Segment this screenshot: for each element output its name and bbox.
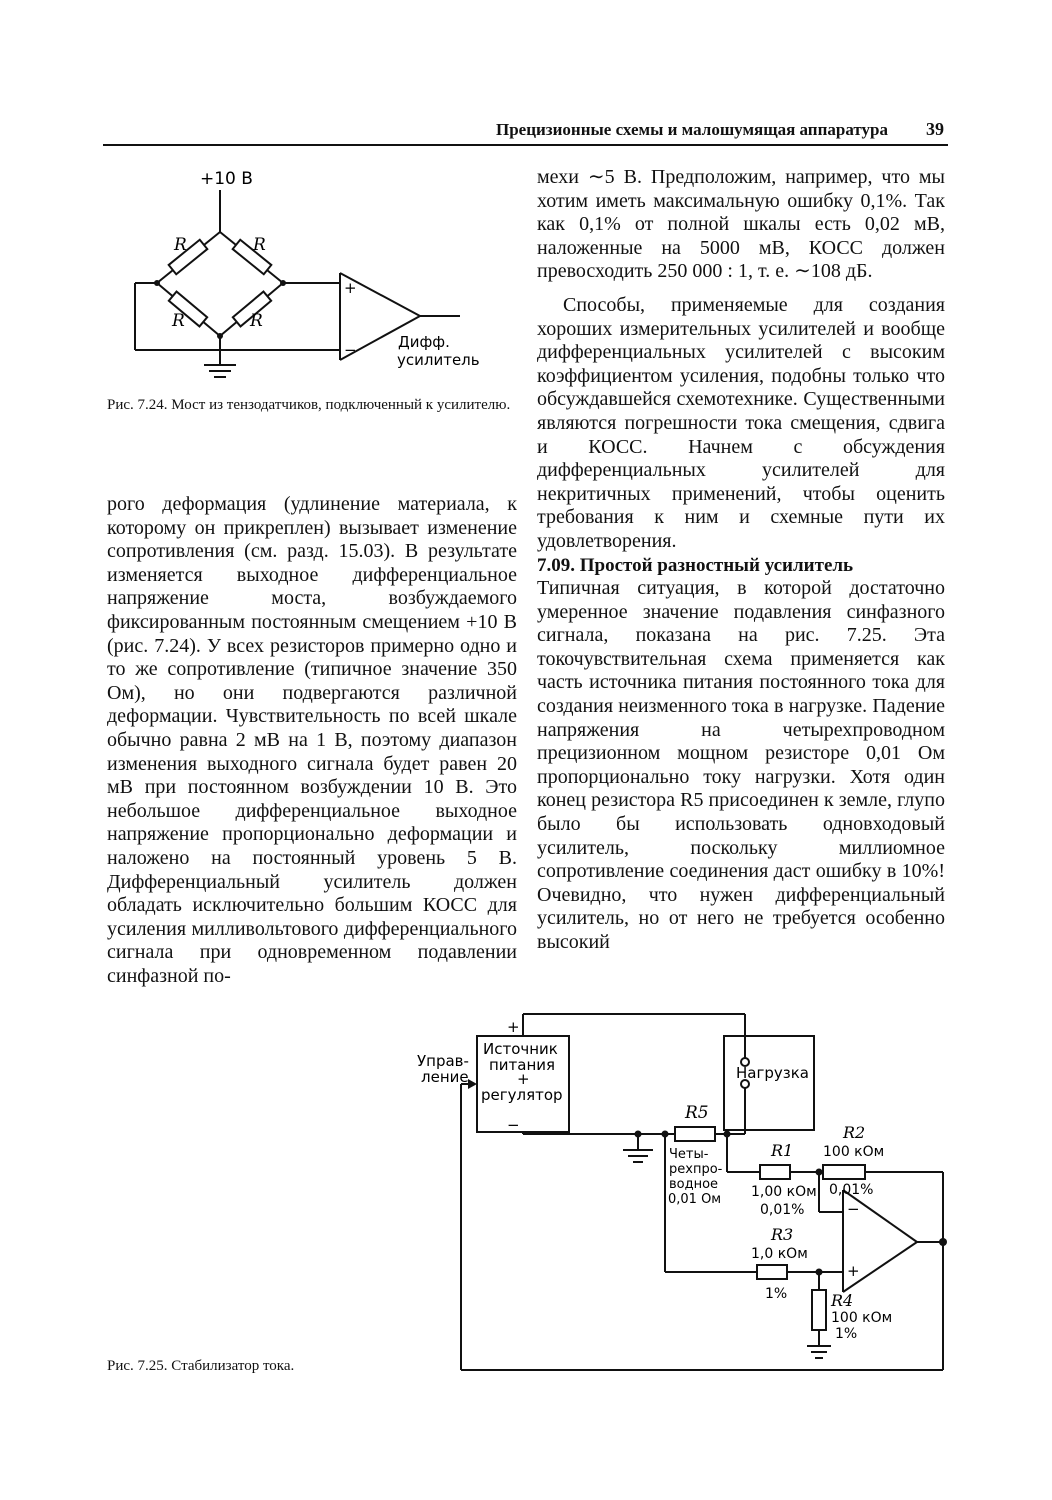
figure-7-24-bridge-diagram [100,160,520,390]
r5-resistor [675,1127,715,1141]
r2-value: 100 кОм [823,1144,885,1160]
control-label-1: Управ- [417,1052,469,1070]
running-header [103,118,948,146]
r5-note-3: водное [669,1177,719,1192]
resistor-label-4: R [250,311,263,331]
r3-tolerance: 1% [765,1286,788,1302]
supply-label: +10 В [200,169,253,189]
left-text-column [107,493,517,988]
resistor-label-2: R [253,235,266,255]
r1-resistor [760,1165,790,1179]
amp-plus-sign: + [344,279,357,297]
control-label-2: ление [421,1068,469,1086]
section-heading: 7.09. Простой разностный усилитель [537,554,854,576]
resistor-label-1: R [174,235,187,255]
load-label: Нагрузка [736,1064,809,1082]
r4-label: R4 [831,1291,854,1310]
r4-resistor [812,1290,826,1330]
source-label-3: + [517,1070,530,1088]
source-minus-sign: − [507,1116,520,1134]
r5-note-2: рехпро- [669,1162,723,1177]
figure-7-25-current-regulator-diagram [415,1010,955,1380]
source-label-1: Источник [483,1040,558,1058]
right-paragraph-3: Типичная ситуация, в которой достаточно умеренное значение подавления синфазного сигнала, показана на рис. 7.25. Эта токочувствительная схема применяется как часть источника питания постоянного тока для создания неизменного тока в нагрузке. Падение напряжения на четырехпроводном прецизионном мощном резисторе 0,01 Ом пропорционально току нагрузки. Хотя один конец резистора R5 присоединен к земле, глупо было бы использовать одновходовый усилитель, поскольку миллиомное сопротивление соединения даст ошибку в 10%! Очевидно, что нужен дифференциальный усилитель, но от него не требуется особенно высокий [537,577,945,953]
figure-7-25-caption: Рис. 7.25. Стабилизатор тока. [107,1358,295,1374]
page-number: 39 [926,119,944,139]
r3-resistor [757,1265,787,1279]
source-plus-sign: + [507,1018,520,1036]
right-paragraph-2: Способы, применяемые для создания хороших измерительных усилителей и вообще дифференциальных усилителей с высоким коэффициентом усиления, подобны только что обсуждавшейся схемотехнике. Существенными являются погрешности тока смещения, сдвига и КОСС. Начнем с обсуждения дифференциальных усилителей для некритичных применений, чтобы оценить требования к ним и схемные пути их удовлетворения. [537,293,945,552]
r4-tolerance: 1% [835,1326,858,1342]
opamp-minus-sign: − [847,1200,860,1218]
amp-label-line1: Дифф. [398,333,450,351]
source-label-4: регулятор [481,1086,563,1104]
r5-label: R5 [685,1103,709,1123]
r4-value: 100 кОм [831,1310,893,1326]
source-label-2: питания [489,1056,556,1074]
r1-label: R1 [771,1141,794,1160]
header-title: Прецизионные схемы и малошумящая аппаратура [495,120,888,139]
resistor-label-3: R [172,311,185,331]
figure-7-24-caption: Рис. 7.24. Мост из тензодатчиков, подключенный к усилителю. [107,397,511,413]
r2-tolerance: 0,01% [829,1182,874,1198]
right-paragraph-1: мехи ∼5 В. Предположим, например, что мы хотим иметь максимальную ошибку 0,1%. Так как 0,1% от полной шкалы есть 0,02 мВ, наложенные на 5000 мВ, КОСС должен превосходить 250 000 : 1, т. е. ∼108 дБ. [537,166,945,283]
amp-minus-sign: − [344,341,357,359]
right-text-column [537,166,945,955]
amp-label-line2: усилитель [397,351,480,369]
r3-value: 1,0 кОм [751,1246,808,1262]
r5-note-4: 0,01 Ом [668,1192,722,1207]
opamp-plus-sign: + [847,1262,860,1280]
r2-label: R2 [843,1123,866,1142]
left-paragraph: рого деформация (удлинение материала, к которому он прикреплен) вызывает изменение сопротивления (см. разд. 15.03). В результате изменяется выходное дифференциальное напряжение моста, возбуждаемого фиксированным постоянным смещением +10 В (рис. 7.24). У всех резисторов примерно одно и то же сопротивление (типичное значение 350 Ом), но они подвергаются различной деформации. Чувствительность по всей шкале обычно равна 2 мВ на 1 В, поэтому диапазон изменения выходного сигнала будет равен 20 мВ при постоянном возбуждении 10 В. Это небольшое дифференциальное выходное напряжение пропорционально деформации и наложено на постоянный уровень 5 В. Дифференциальный усилитель должен обладать исключительно большим КОСС для усиления милливольтового дифференциального сигнала при одновременном подавлении синфазной по- [107,493,517,987]
r1-value: 1,00 кОм [751,1184,817,1200]
r1-tolerance: 0,01% [760,1202,805,1218]
r5-note-1: Четы- [669,1147,709,1162]
load-box [724,1036,814,1130]
r2-resistor [823,1165,865,1179]
r3-label: R3 [771,1225,794,1244]
